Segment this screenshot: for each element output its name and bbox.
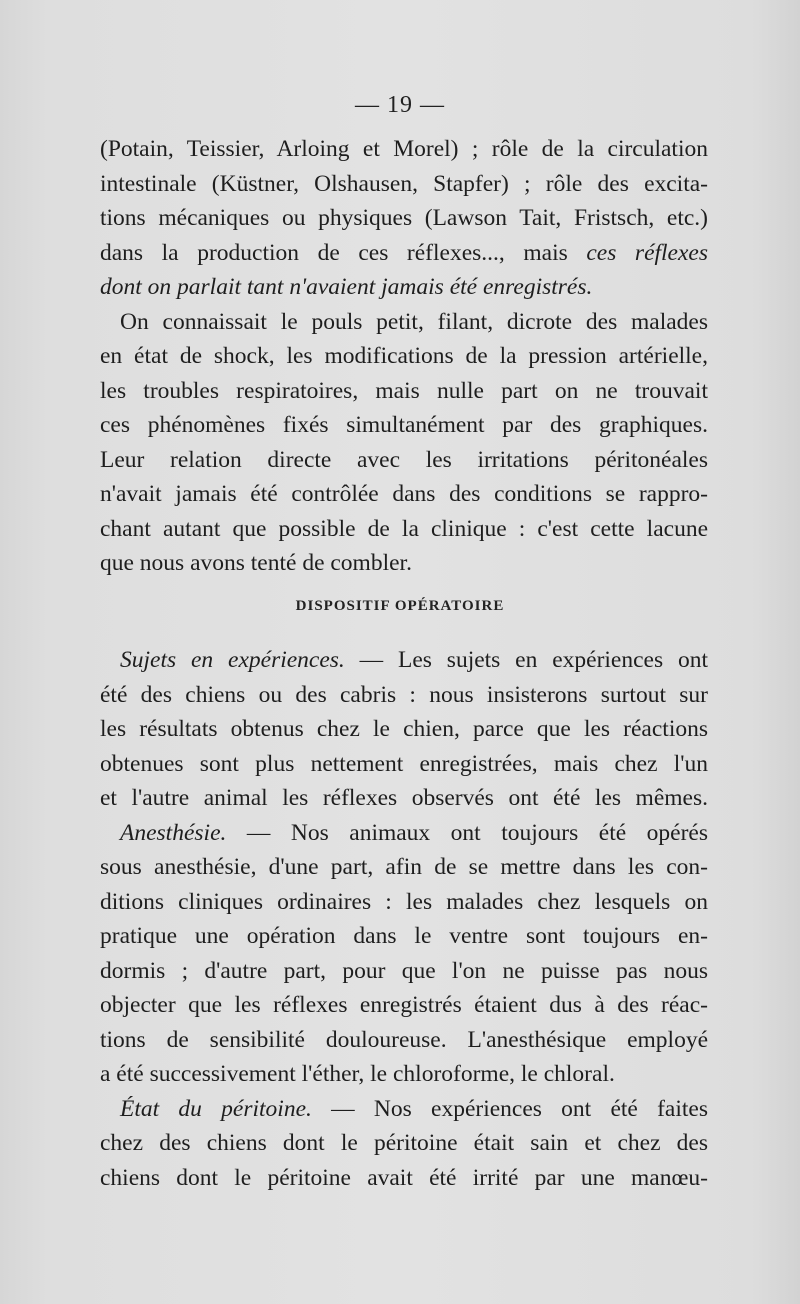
- text-segment: en état de shock, les modifications de la pression artérielle,: [100, 343, 708, 369]
- text-segment: — Nos expériences ont été faites: [311, 1095, 708, 1122]
- text-segment: ditions cliniques ordinaires : les malades chez lesquels on: [100, 888, 708, 915]
- text-segment: objecter que les réflexes enregistrés étaient dus à des réac-: [100, 992, 708, 1018]
- text-line: [100, 988, 708, 1023]
- italic-text: Sujets en expériences.: [120, 647, 345, 673]
- text-segment: pratique une opération dans le ventre sont toujours en-: [100, 923, 708, 949]
- text-segment: On connaissait le pouls petit, filant, dicrote des malades: [120, 308, 708, 335]
- text-line: [100, 305, 708, 340]
- text-segment: dans la production de ces réflexes..., mais: [100, 239, 587, 266]
- text-segment: obtenues sont plus nettement enregistrées, mais chez l'un: [100, 750, 708, 777]
- text-segment: (Potain, Teissier, Arloing et Morel) ; rôle de la circulation: [100, 136, 708, 162]
- text-line: [100, 408, 708, 443]
- text-line: [100, 443, 708, 478]
- text-segment: que nous avons tenté de combler.: [100, 550, 412, 576]
- italic-text: Anesthésie.: [120, 819, 227, 846]
- text-line: [100, 850, 708, 885]
- text-segment: — Nos animaux ont toujours été opérés: [226, 819, 708, 846]
- text-line: [100, 954, 708, 989]
- text-line: [100, 339, 708, 374]
- text-segment: intestinale (Küstner, Olshausen, Stapfer) ; rôle des excita-: [100, 170, 708, 197]
- text-segment: a été successivement l'éther, le chloroforme, le chloral.: [100, 1061, 615, 1087]
- text-segment: ces phénomènes fixés simultanément par des graphiques.: [100, 412, 708, 438]
- text-line: [100, 201, 708, 236]
- text-line: [100, 477, 708, 512]
- text-block-dispositif: [100, 643, 708, 1195]
- text-segment: — Les sujets en expériences ont: [344, 647, 708, 673]
- section-heading: DISPOSITIF OPÉRATOIRE: [295, 598, 505, 614]
- text-segment: chiens dont le péritoine avait été irrité par une manœu-: [100, 1164, 708, 1191]
- text-line: [100, 747, 708, 782]
- text-line: [100, 546, 708, 581]
- text-segment: tions mécaniques ou physiques (Lawson Tait, Fristsch, etc.): [100, 205, 708, 231]
- text-line: [100, 167, 708, 202]
- text-line: [100, 512, 708, 547]
- italic-text: dont on parlait tant n'avaient jamais été enregistrés.: [100, 274, 593, 300]
- text-line: [100, 236, 708, 271]
- text-line: [100, 1092, 708, 1127]
- text-segment: dormis ; d'autre part, pour que l'on ne puisse pas nous: [100, 957, 708, 984]
- text-line: [100, 1161, 708, 1196]
- text-segment: les résultats obtenus chez le chien, parce que les réactions: [100, 716, 708, 742]
- text-line: [100, 1023, 708, 1058]
- text-line: [100, 270, 708, 305]
- text-segment: et l'autre animal les réflexes observés ont été les mêmes.: [100, 785, 708, 811]
- italic-text: État du péritoine.: [120, 1095, 312, 1122]
- italic-text: ces réflexes: [586, 239, 708, 266]
- text-line: [100, 132, 708, 167]
- text-segment: sous anesthésie, d'une part, afin de se mettre dans les con-: [100, 854, 708, 880]
- text-line: [100, 1057, 708, 1092]
- text-segment: tions de sensibilité douloureuse. L'anesthésique employé: [100, 1026, 708, 1053]
- text-segment: Leur relation directe avec les irritations péritonéales: [100, 446, 708, 473]
- text-line: [100, 1126, 708, 1161]
- text-line: [100, 374, 708, 409]
- text-line: [100, 885, 708, 920]
- text-line: [100, 712, 708, 747]
- text-line: [100, 919, 708, 954]
- text-line: [100, 781, 708, 816]
- page-number: — 19 —: [355, 92, 445, 118]
- text-line: [100, 678, 708, 713]
- text-segment: les troubles respiratoires, mais nulle part on ne trouvait: [100, 377, 708, 404]
- text-segment: chez des chiens dont le péritoine était sain et chez des: [100, 1130, 708, 1156]
- text-segment: été des chiens ou des cabris : nous insisterons surtout sur: [100, 681, 708, 708]
- text-line: [100, 643, 708, 678]
- text-line: [100, 816, 708, 851]
- text-segment: n'avait jamais été contrôlée dans des conditions se rappro-: [100, 481, 708, 507]
- text-block-intro: [100, 132, 708, 581]
- text-segment: chant autant que possible de la clinique : c'est cette lacune: [100, 515, 708, 542]
